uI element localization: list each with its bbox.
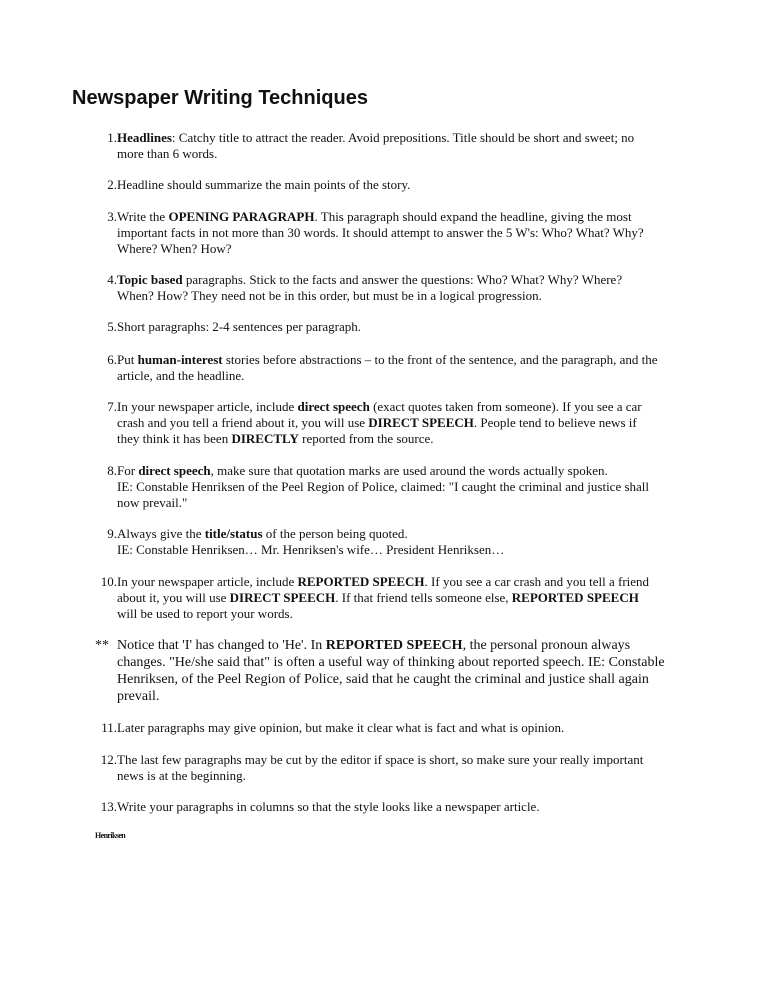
item-line: crash and you tell a friend about it, you will use DIRECT SPEECH. People tend to believe news if [117, 415, 637, 430]
bold-term: REPORTED SPEECH [297, 574, 425, 589]
list-item-7 [72, 399, 698, 447]
bold-term: Topic based [117, 272, 183, 287]
list-item-3 [72, 209, 698, 257]
list-item-1 [72, 130, 698, 162]
list-item-2 [72, 177, 698, 193]
list-item-11 [72, 720, 698, 736]
bold-term: DIRECT SPEECH [229, 590, 336, 605]
item-number: 3. [107, 209, 117, 224]
item-line: Notice that 'I' has changed to 'He'. In REPORTED SPEECH, the personal pronoun always [117, 638, 631, 653]
item-line: For direct speech, make sure that quotation marks are used around the words actually spoken. [117, 463, 608, 478]
item-line: Put human-interest stories before abstractions – to the front of the sentence, and the paragraph, and the [117, 352, 658, 367]
item-line: important facts in not more than 30 words. It should attempt to answer the 5 W's: Who? What? Why? [117, 225, 644, 240]
item-text [117, 574, 698, 622]
list-item-8 [72, 463, 698, 511]
item-line: now prevail." [117, 495, 188, 510]
item-number: 13. [100, 799, 117, 814]
item-text [117, 209, 698, 257]
list-item-13 [72, 799, 698, 815]
item-text [117, 319, 698, 335]
item-line: Henriksen, of the Peel Region of Police, said that he caught the criminal and justice shall again [117, 672, 649, 687]
item-text [117, 720, 698, 736]
item-line: Write your paragraphs in columns so that the style looks like a newspaper article. [117, 799, 540, 814]
item-text [117, 130, 698, 162]
item-line: Always give the title/status of the person being quoted. [117, 526, 408, 541]
item-line: Later paragraphs may give opinion, but make it clear what is fact and what is opinion. [117, 720, 565, 735]
item-number: ** [95, 638, 109, 653]
item-line: Where? When? How? [117, 241, 232, 256]
item-number: 2. [107, 177, 117, 192]
item-number: 7. [107, 399, 117, 414]
bold-term: direct speech [138, 463, 211, 478]
item-number: 4. [107, 272, 117, 287]
item-text [117, 272, 698, 304]
list-item-5 [72, 319, 698, 335]
bold-term: title/status [204, 526, 263, 541]
item-line: more than 6 words. [117, 146, 218, 161]
item-number: 11. [101, 720, 117, 735]
bold-term: REPORTED SPEECH [511, 590, 639, 605]
item-line: news is at the beginning. [117, 768, 246, 783]
item-line: IE: Constable Henriksen… Mr. Henriksen's wife… President Henriksen… [117, 542, 505, 557]
item-line: When? How? They need not be in this order, but must be in a logical progression. [117, 288, 542, 303]
item-text [117, 177, 698, 193]
item-text [117, 637, 698, 705]
list-item-4 [72, 272, 698, 304]
item-line: article, and the headline. [117, 368, 245, 383]
item-line: will be used to report your words. [117, 606, 293, 621]
item-line: IE: Constable Henriksen of the Peel Region of Police, claimed: "I caught the criminal and justice shall [117, 479, 650, 494]
item-text [117, 752, 698, 784]
item-text [117, 399, 698, 447]
item-number: 6. [107, 352, 117, 367]
item-line: Write the OPENING PARAGRAPH. This paragraph should expand the headline, giving the most [117, 209, 632, 224]
bold-term: DIRECT SPEECH [368, 415, 474, 430]
item-text [117, 463, 698, 511]
item-line: about it, you will use DIRECT SPEECH. If that friend tells someone else, REPORTED SPEECH [117, 590, 639, 605]
item-line: Short paragraphs: 2-4 sentences per paragraph. [117, 319, 362, 334]
list-item-9 [72, 526, 698, 558]
item-text [117, 799, 698, 815]
item-text [117, 352, 698, 384]
item-number: 9. [107, 526, 117, 541]
page-title: Newspaper Writing Techniques [72, 87, 368, 109]
bold-term: OPENING PARAGRAPH [168, 209, 315, 224]
item-number: 8. [107, 463, 117, 478]
item-line: The last few paragraphs may be cut by the editor if space is short, so make sure your really important [117, 752, 644, 767]
bold-term: REPORTED SPEECH [325, 638, 463, 653]
item-line: In your newspaper article, include REPORTED SPEECH. If you see a car crash and you tell a friend [117, 574, 650, 589]
list-item-6 [72, 352, 698, 384]
item-line: Headline should summarize the main points of the story. [117, 177, 411, 192]
item-line: prevail. [117, 689, 160, 704]
item-line: In your newspaper article, include direct speech (exact quotes taken from someone). If you see a car [117, 399, 642, 414]
author-footer: Henriksen [95, 831, 126, 840]
item-text [117, 526, 698, 558]
item-line: Headlines: Catchy title to attract the reader. Avoid prepositions. Title should be short and sweet; no [117, 130, 635, 145]
item-line: changes. "He/she said that" is often a useful way of thinking about reported speech. IE: Constable [117, 655, 665, 670]
item-line: Topic based paragraphs. Stick to the facts and answer the questions: Who? What? Why? Where? [117, 272, 623, 287]
list-item-10 [72, 574, 698, 622]
bold-term: direct speech [297, 399, 370, 414]
item-number: 12. [100, 752, 117, 767]
bold-term: human-interest [137, 352, 223, 367]
item-number: 10. [100, 574, 117, 589]
item-number: 1. [107, 130, 117, 145]
item-number: 5. [107, 319, 117, 334]
item-line: they think it has been DIRECTLY reported from the source. [117, 431, 434, 446]
list-item-12 [72, 752, 698, 784]
bold-term: DIRECTLY [231, 431, 299, 446]
list-item-note [72, 637, 698, 705]
bold-term: Headlines [117, 130, 172, 145]
